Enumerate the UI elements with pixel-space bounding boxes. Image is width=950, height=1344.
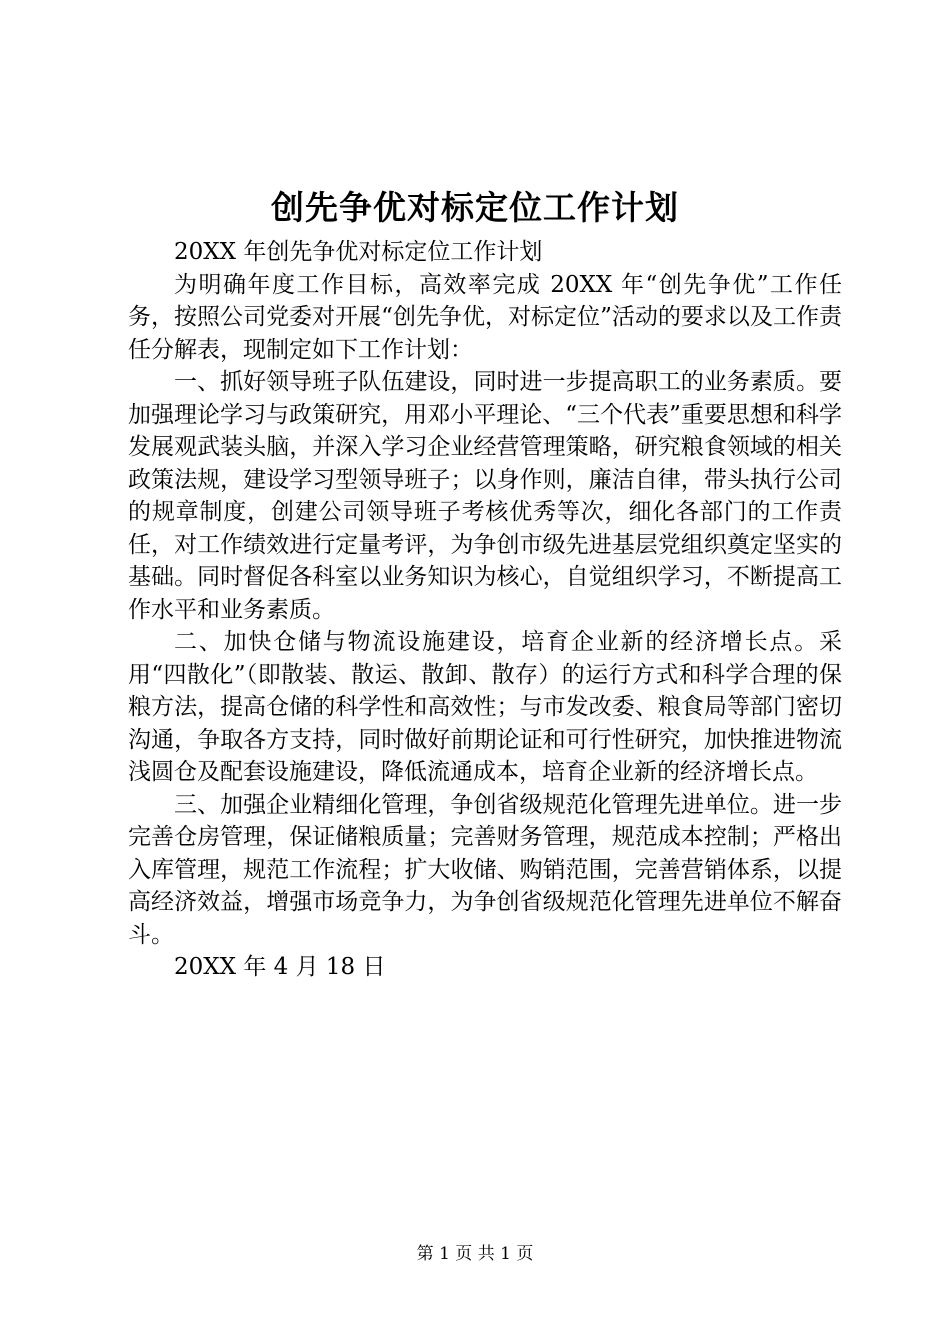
date-paragraph: 20XX 年 4 月 18 日 xyxy=(174,954,386,980)
section-one-paragraph: 一、抓好领导班子队伍建设，同时进一步提高职工的业务素质。要加强理论学习与政策研究，用邓小平理论、“三个代表”重要思想和科学发展观武装头脑，并深入学习企业经营管理策略，研究粮食领域的相关政策法规，建设学习型领导班子；以身作则，廉洁自律，带头执行公司的规章制度，创建公司领导班子考核优秀等次，细化各部门的工作责任，对工作绩效进行定量考评，为争创市级先进基层党组织奠定坚实的基础。同时督促各科室以业务知识为核心，自觉组织学习，不断提高工作水平和业务素质。 xyxy=(128,369,842,623)
intro-paragraph: 为明确年度工作目标，高效率完成 20XX 年“创先争优”工作任务，按照公司党委对开展“创先争优，对标定位”活动的要求以及工作责任分解表，现制定如下工作计划： xyxy=(128,271,842,363)
document-body xyxy=(128,236,842,984)
section-two-paragraph: 二、加快仓储与物流设施建设，培育企业新的经济增长点。采用“四散化”（即散装、散运、散卸、散存）的运行方式和科学合理的保粮方法，提高仓储的科学性和高效性；与市发改委、粮食局等部门密切沟通，争取各方支持，同时做好前期论证和可行性研究，加快推进物流浅圆仓及配套设施建设，降低流通成本，培育企业新的经济增长点。 xyxy=(128,629,842,785)
document-title: 创先争优对标定位工作计划 xyxy=(271,188,679,227)
page-footer: 第 1 页 共 1 页 xyxy=(416,1244,534,1264)
subtitle-paragraph: 20XX 年创先争优对标定位工作计划 xyxy=(174,239,543,265)
section-three-paragraph: 三、加强企业精细化管理，争创省级规范化管理先进单位。进一步完善仓房管理，保证储粮质量；完善财务管理，规范成本控制；严格出入库管理，规范工作流程；扩大收储、购销范围，完善营销体系，以提高经济效益，增强市场竞争力，为争创省级规范化管理先进单位不解奋斗。 xyxy=(128,791,842,948)
